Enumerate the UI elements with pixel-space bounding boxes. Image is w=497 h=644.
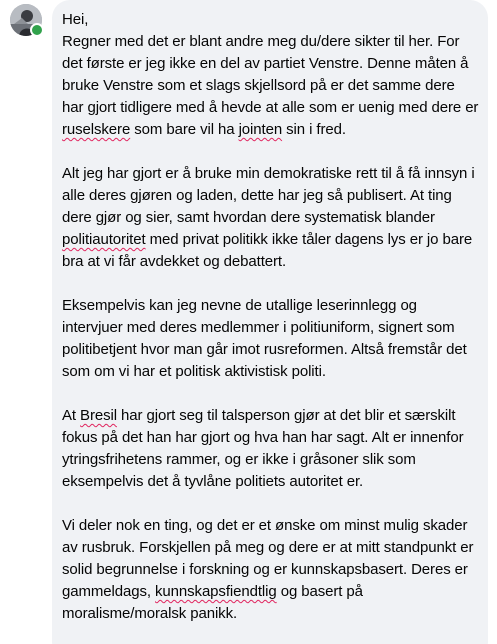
comment-paragraph-3: Eksempelvis kan jeg nevne de utallige leserinnlegg og intervjuer med deres medlemmer i politiuniform, signert som politibetjent hvor man går imot rusreformen. Altså fremstår det som om vi har et politisk aktivistisk politi. [62,297,467,380]
online-status-dot [30,23,44,37]
spellcheck-flagged-word: kunnskapsfiendtlig [155,583,277,600]
commenter-avatar[interactable] [10,4,42,36]
spellcheck-flagged-word: ruselskere [62,121,131,138]
comment-paragraph-1: Hei, Regner med det er blant andre meg du/dere sikter til her. For det første er jeg ikke en del av partiet Venstre. Denne måten å bruke Venstre som et slags skjellsord på er det samme dere har gjort tidligere med å hevde at alle som er uenig med dere er ruselskere som bare vil ha jointen sin i fred. [62,11,479,138]
spellcheck-flagged-word: politiautoritet [62,231,146,248]
spellcheck-flagged-word: jointen [238,121,283,138]
comment-paragraph-4: At Bresil har gjort seg til talsperson gjør at det blir et særskilt fokus på det han har gjort og hva han har sagt. Alt er innenfor ytringsfrihetens rammer, og er ikke i gråsoner slik som eksempelvis det å tyvlåne politiets autoritet er. [62,407,464,490]
comment-paragraph-2: Alt jeg har gjort er å bruke min demokratiske rett til å få innsyn i alle deres gjøren og laden, dette har jeg så publisert. At ting dere gjør og sier, samt hvordan dere systematisk blander politiautoritet med privat politikk ikke tåler dagens lys er jo bare bra at vi får avdekket og debattert. [62,165,475,270]
comment-bubble [52,0,488,644]
comment-paragraph-5: Vi deler nok en ting, og det er et ønske om minst mulig skader av rusbruk. Forskjellen på meg og dere er at mitt standpunkt er solid begrunnelse i forskning og er kunnskapsbasert. Deres er gammeldags, kunnskapsfiendtlig og basert på moralisme/moralsk panikk. [62,517,474,622]
spellcheck-flagged-word: Bresil [80,407,117,424]
